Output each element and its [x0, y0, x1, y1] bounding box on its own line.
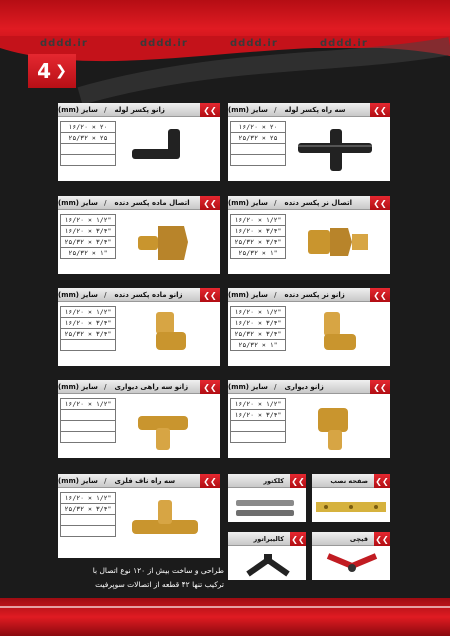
size-cell: [61, 155, 116, 166]
double-chevron-icon: ❮❮: [290, 474, 306, 488]
size-cell: [61, 340, 116, 351]
card-header: زانو پکسر لوله / سایز (mm): [58, 103, 220, 117]
size-cell: [231, 144, 286, 155]
size-cell: ۲۵/۳۲ × ۳/۴": [231, 329, 286, 340]
chevron-right-icon: ❯: [55, 63, 67, 79]
pex-tee-icon: [288, 121, 382, 177]
double-chevron-icon: ❮❮: [200, 196, 220, 210]
size-cell: ۲۵/۳۲ × ۱": [61, 248, 116, 259]
card-title: زانو سه راهی دیواری: [114, 382, 189, 391]
product-card-pex-tee: [228, 103, 390, 181]
tool-card-calibrator: [228, 532, 306, 580]
size-cell: ۱۶/۲۰ × ۱/۲": [231, 307, 286, 318]
size-label: سایز (mm): [58, 105, 98, 114]
double-chevron-icon: ❮❮: [200, 288, 220, 302]
size-cell: ۱۶/۲۰ × ۲۰: [61, 122, 116, 133]
size-table: [230, 214, 286, 259]
size-table: [230, 306, 286, 351]
size-cell: ۱۶/۲۰ × ۱/۲": [61, 215, 116, 226]
size-label: سایز (mm): [58, 382, 98, 391]
pex-elbow-icon: [118, 121, 212, 177]
size-cell: ۲۵/۳۲ × ۳/۴": [61, 504, 116, 515]
bottom-red-band: [0, 598, 450, 636]
card-header: زانو نر پکسر دنده / سایز (mm): [228, 288, 390, 302]
size-label: سایز (mm): [228, 290, 268, 299]
size-cell: ۲۵/۳۲ × ۱": [231, 248, 286, 259]
tool-header: [228, 474, 306, 488]
size-cell: ۱۶/۲۰ × ۳/۴": [231, 318, 286, 329]
card-title: سه راه پکسر لوله: [284, 105, 346, 114]
male-adapter-icon: [288, 214, 382, 270]
watermark: dddd.ir: [140, 38, 188, 49]
card-title: اتصال نر پکسر دنده: [284, 198, 352, 207]
size-label: سایز (mm): [228, 382, 268, 391]
double-chevron-icon: ❮❮: [374, 532, 390, 546]
size-cell: ۲۵/۳۲ × ۲۵: [61, 133, 116, 144]
size-cell: ۱۶/۲۰ × ۳/۴": [61, 318, 116, 329]
page-number: 4: [37, 59, 52, 83]
size-label: سایز (mm): [228, 198, 268, 207]
size-cell: [61, 515, 116, 526]
size-label: سایز (mm): [58, 198, 98, 207]
male-elbow-icon: [288, 306, 382, 362]
double-chevron-icon: ❮❮: [374, 474, 390, 488]
size-cell: ۱۶/۲۰ × ۲۰: [231, 122, 286, 133]
size-cell: [61, 526, 116, 537]
product-card-wall-tee: [58, 380, 220, 458]
card-title: سه راه ناف فلزی: [114, 476, 176, 485]
card-header: سه راه پکسر لوله / سایز (mm): [228, 103, 390, 117]
size-cell: ۱۶/۲۰ × ۳/۴": [231, 226, 286, 237]
pipe-cutter-icon: [322, 550, 382, 578]
brass-tee-icon: [118, 492, 212, 548]
card-header: زانو سه راهی دیواری / سایز (mm): [58, 380, 220, 394]
card-title: زانو پکسر لوله: [114, 105, 165, 114]
product-card-female-elbow: [58, 288, 220, 366]
watermark: dddd.ir: [230, 38, 278, 49]
wall-tee-icon: [118, 398, 212, 454]
size-cell: [61, 421, 116, 432]
card-title: زانو دیواری: [284, 382, 324, 391]
size-cell: [61, 410, 116, 421]
manifold-icon: [232, 494, 302, 520]
tool-header: [312, 474, 390, 488]
calibrator-icon: [238, 550, 298, 578]
size-cell: [231, 421, 286, 432]
double-chevron-icon: ❮❮: [290, 532, 306, 546]
size-cell: ۲۵/۳۲ × ۳/۴": [61, 237, 116, 248]
card-title: اتصال ماده پکسر دنده: [114, 198, 190, 207]
size-label: سایز (mm): [58, 290, 98, 299]
size-cell: ۲۵/۳۲ × ۱": [231, 340, 286, 351]
watermark: dddd.ir: [40, 38, 88, 49]
size-table: [230, 398, 286, 443]
card-title: زانو ماده پکسر دنده: [114, 290, 183, 299]
footer-text: [58, 564, 224, 592]
tool-title: قیچی: [349, 534, 368, 543]
product-card-male-elbow: [228, 288, 390, 366]
tool-card-mounting-plate: [312, 474, 390, 522]
watermark: dddd.ir: [320, 38, 368, 49]
product-card-brass-tee: [58, 474, 220, 558]
product-card-male-adapter: [228, 196, 390, 274]
double-chevron-icon: ❮❮: [200, 474, 220, 488]
size-cell: ۲۵/۳۲ × ۳/۴": [231, 237, 286, 248]
size-cell: ۲۵/۳۲ × ۲۵: [231, 133, 286, 144]
card-header: زانو دیواری / سایز (mm): [228, 380, 390, 394]
divider: [0, 606, 450, 608]
size-cell: ۱۶/۲۰ × ۱/۲": [61, 493, 116, 504]
size-table: [60, 306, 116, 351]
tool-title: کالیبراتور: [253, 534, 284, 543]
tool-title: کلکتور: [263, 476, 284, 485]
card-header: اتصال ماده پکسر دنده / سایز (mm): [58, 196, 220, 210]
product-card-wall-elbow: [228, 380, 390, 458]
card-header: اتصال نر پکسر دنده / سایز (mm): [228, 196, 390, 210]
size-table: [230, 121, 286, 166]
double-chevron-icon: ❮❮: [370, 103, 390, 117]
card-header: سه راه ناف فلزی / سایز (mm): [58, 474, 220, 488]
product-card-pex-elbow: [58, 103, 220, 181]
tool-title: صفحه نصب: [330, 476, 368, 485]
double-chevron-icon: ❮❮: [200, 103, 220, 117]
mounting-plate-icon: [316, 496, 386, 518]
size-cell: ۲۵/۳۲ × ۳/۴": [61, 329, 116, 340]
wall-elbow-icon: [288, 398, 382, 454]
female-adapter-icon: [118, 214, 212, 270]
card-title: زانو نر پکسر دنده: [284, 290, 345, 299]
size-table: [60, 398, 116, 443]
size-cell: ۱۶/۲۰ × ۱/۲": [61, 399, 116, 410]
size-cell: ۱۶/۲۰ × ۳/۴": [231, 410, 286, 421]
size-cell: [61, 432, 116, 443]
product-card-female-adapter: [58, 196, 220, 274]
page-number-badge: [28, 54, 76, 88]
tool-header: [228, 532, 306, 546]
size-cell: ۱۶/۲۰ × ۱/۲": [231, 399, 286, 410]
size-cell: ۱۶/۲۰ × ۱/۲": [61, 307, 116, 318]
size-cell: [231, 432, 286, 443]
size-cell: [61, 144, 116, 155]
double-chevron-icon: ❮❮: [370, 380, 390, 394]
size-table: [60, 492, 116, 537]
card-header: زانو ماده پکسر دنده / سایز (mm): [58, 288, 220, 302]
footer-line: طراحی و ساخت بیش از ۱۲۰ نوع اتصال با: [92, 566, 224, 575]
size-table: [60, 121, 116, 166]
size-table: [60, 214, 116, 259]
female-elbow-icon: [118, 306, 212, 362]
size-label: سایز (mm): [228, 105, 268, 114]
size-cell: ۱۶/۲۰ × ۱/۲": [231, 215, 286, 226]
double-chevron-icon: ❮❮: [370, 288, 390, 302]
tool-card-pipe-cutter: [312, 532, 390, 580]
size-label: سایز (mm): [58, 476, 98, 485]
footer-line: ترکیب تنها ۴۲ قطعه از اتصالات سوپرفیت: [95, 580, 224, 589]
double-chevron-icon: ❮❮: [200, 380, 220, 394]
size-cell: [231, 155, 286, 166]
size-cell: ۱۶/۲۰ × ۳/۴": [61, 226, 116, 237]
tool-header: [312, 532, 390, 546]
double-chevron-icon: ❮❮: [370, 196, 390, 210]
tool-card-manifold: [228, 474, 306, 522]
